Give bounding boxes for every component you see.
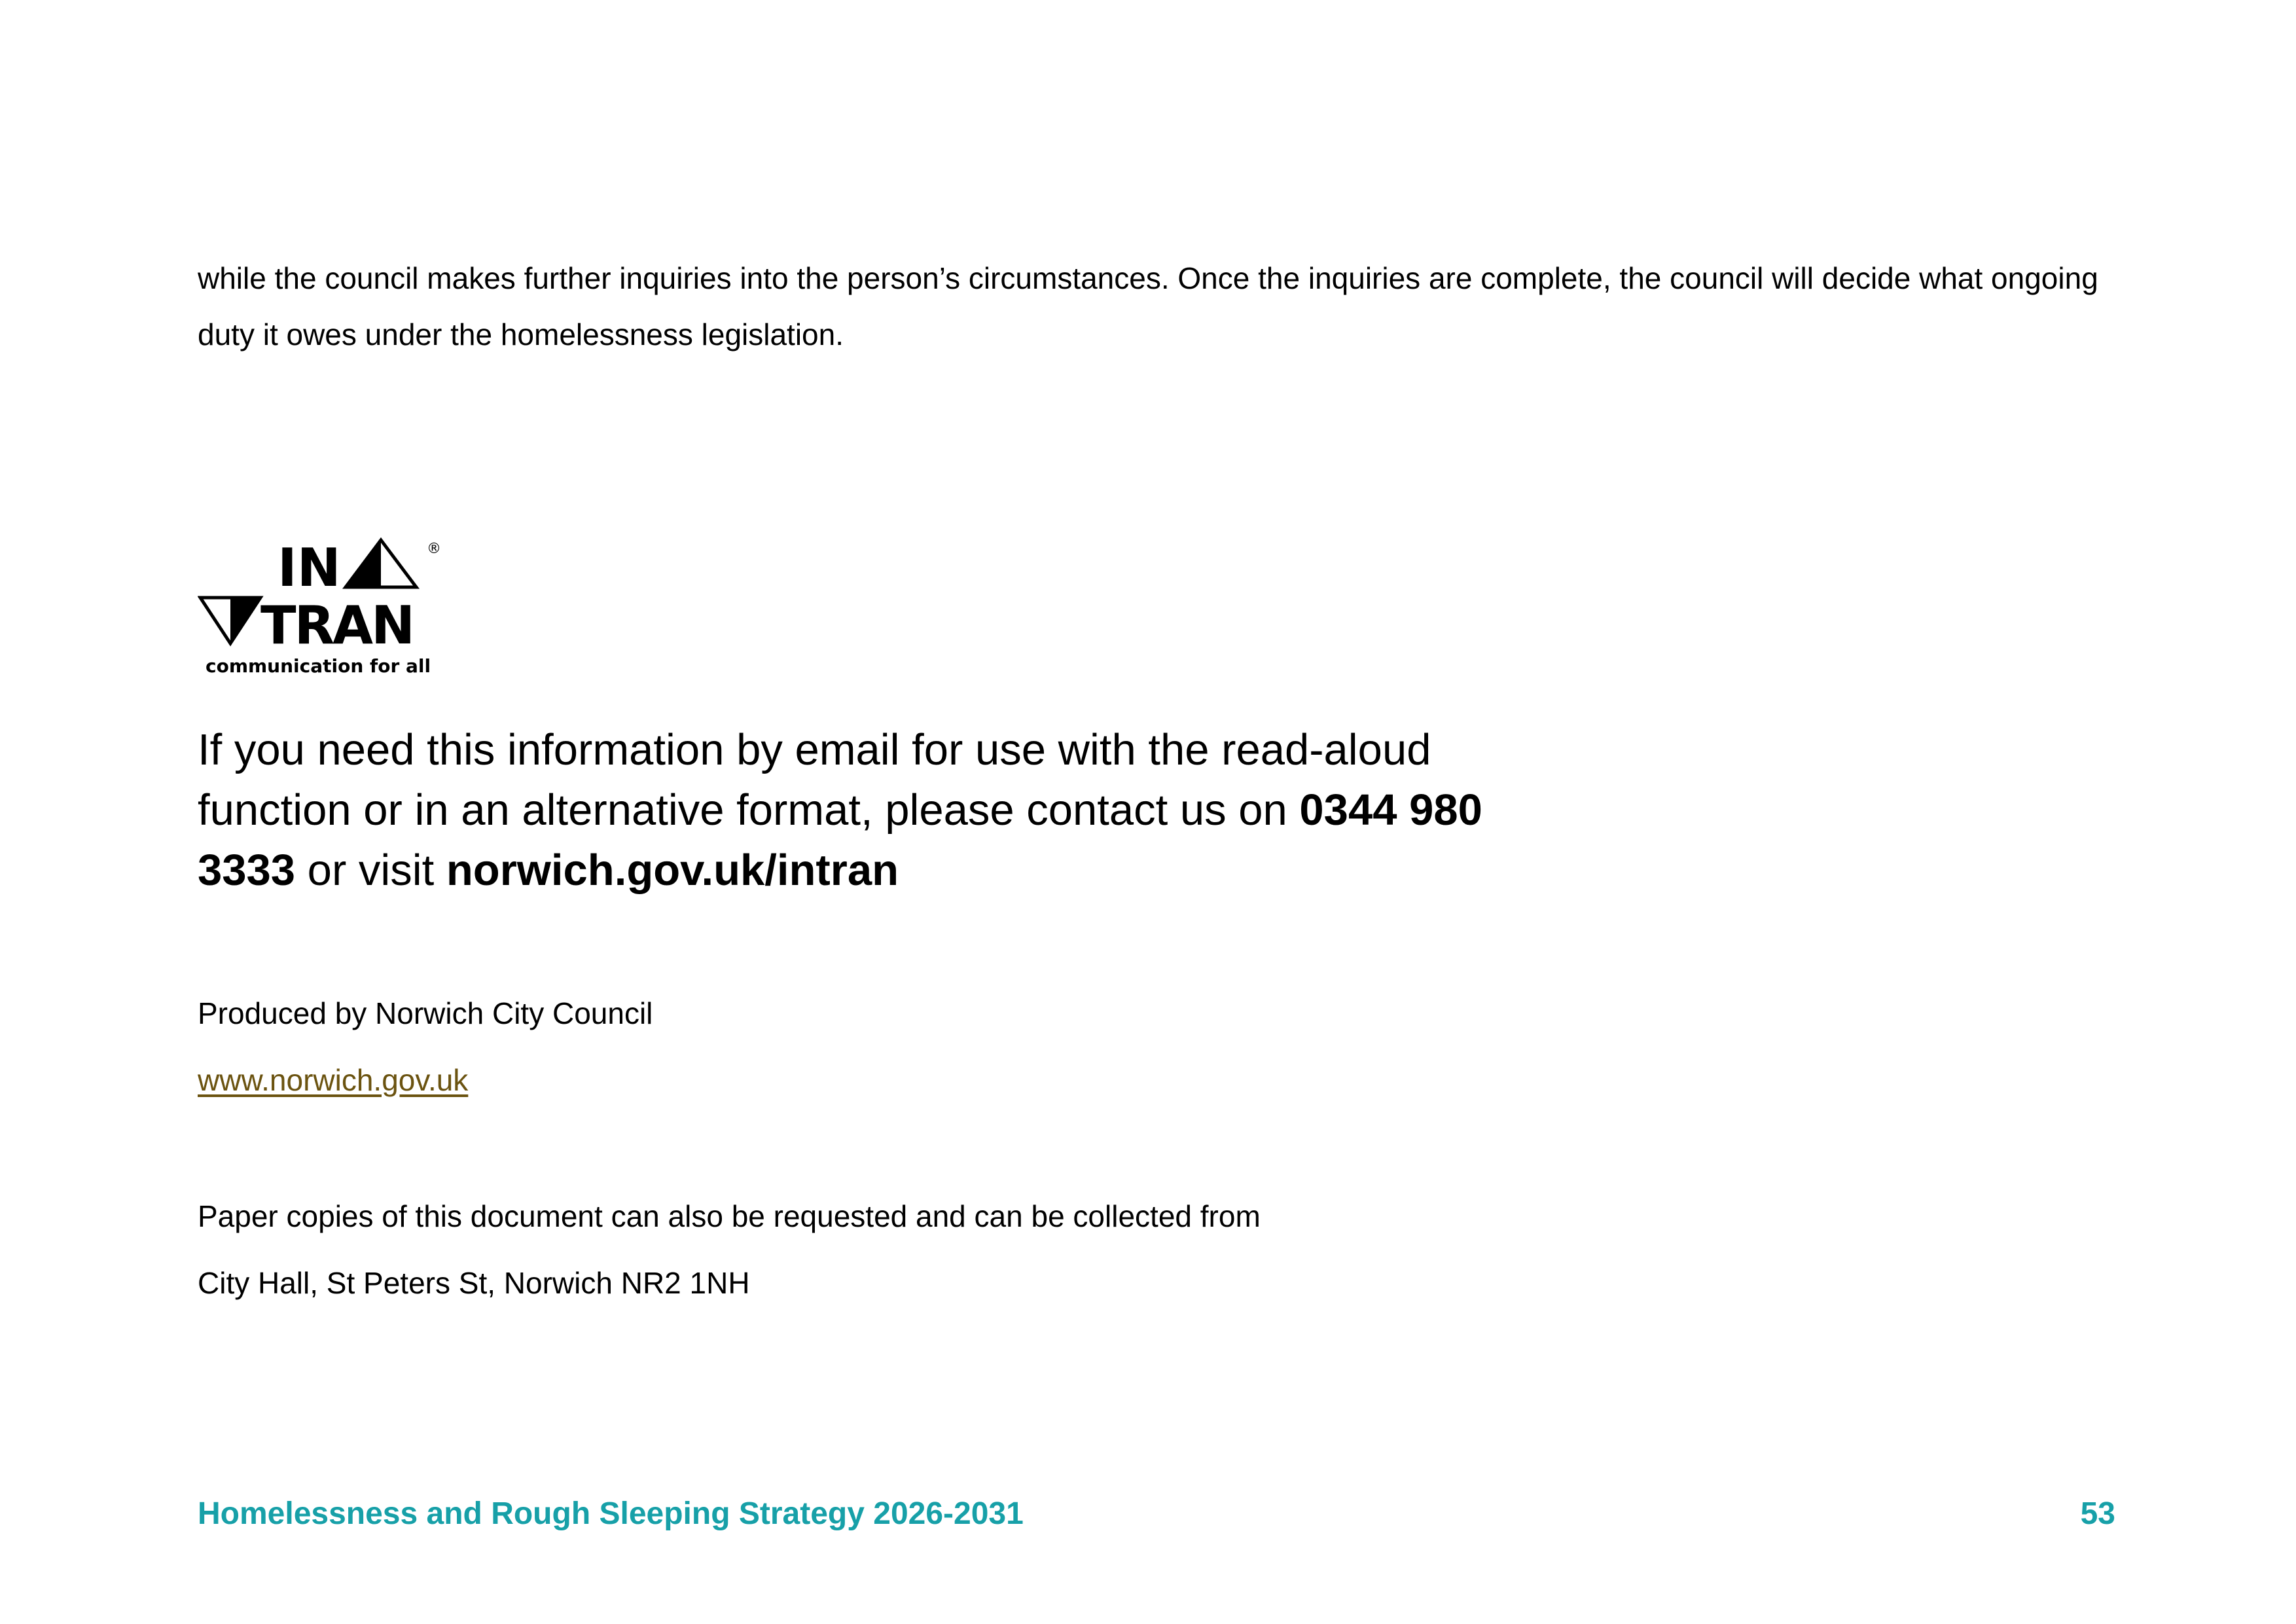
alternative-format-note [198, 720, 1507, 901]
format-note-text: If you need this information by email for use with the read-aloud function or in an alternative format, please contact us on [198, 725, 1431, 835]
intran-url: norwich.gov.uk/intran [446, 846, 899, 895]
intran-logo [198, 533, 473, 677]
logo-tagline: communication for all [206, 655, 431, 677]
intro-paragraph: while the council makes further inquiries into the person’s circumstances. Once the inquiries are complete, the council will decide what ongoing duty it owes under the homelessness legislation. [198, 261, 2098, 352]
website-link[interactable]: www.norwich.gov.uk [198, 1063, 469, 1097]
paper-copies-note: Paper copies of this document can also be requested and can be collected from [198, 1199, 1261, 1233]
footer-document-title: Homelessness and Rough Sleeping Strategy 2026-2031 [198, 1496, 1024, 1531]
intran-logo-graphic [198, 533, 473, 677]
collection-address: City Hall, St Peters St, Norwich NR2 1NH [198, 1266, 750, 1300]
format-note-connector: or visit [295, 846, 446, 895]
produced-by: Produced by Norwich City Council [198, 996, 653, 1030]
registered-mark: ® [427, 541, 441, 557]
logo-word-bottom: TRAN [260, 595, 414, 656]
contact-phone: 0344 980 3333 [198, 785, 1482, 895]
logo-word-top: IN [278, 537, 341, 598]
page-number: 53 [2080, 1496, 2115, 1531]
